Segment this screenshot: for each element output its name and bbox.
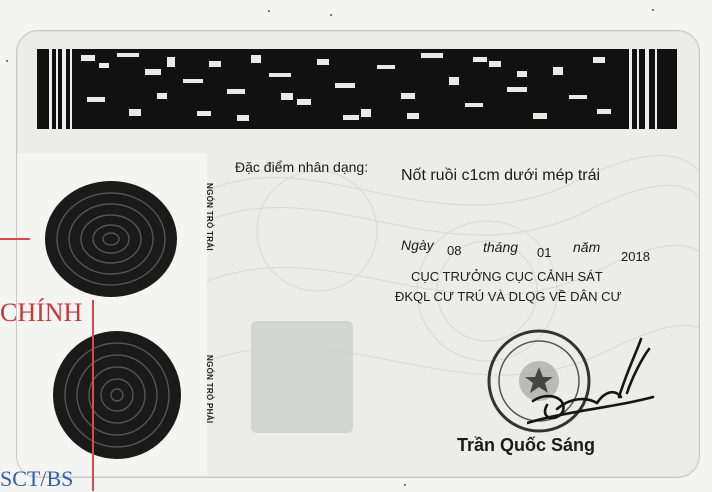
scan-speck [330, 14, 332, 16]
signer-name: Trần Quốc Sáng [457, 435, 596, 455]
blue-stamp-text: SCT/BS [0, 466, 74, 491]
date-year-label: năm [573, 239, 601, 255]
hologram-emblem [251, 321, 353, 433]
scan-speck [652, 9, 654, 11]
date-year: 2018 [621, 249, 650, 264]
identification-value: Nốt ruồi c1cm dưới mép trái [401, 167, 601, 184]
authority-line-1: CỤC TRƯỞNG CỤC CẢNH SÁT [411, 269, 603, 284]
red-stamp-border [92, 300, 94, 491]
date-day-label: Ngày [401, 237, 434, 253]
red-stamp-border [0, 238, 30, 240]
date-month: 01 [537, 245, 552, 260]
left-finger-label: NGÓN TRỎ TRÁI [205, 183, 214, 251]
date-month-label: tháng [483, 239, 519, 255]
identification-label: Đặc điểm nhân dạng: [235, 159, 369, 175]
pdf417-barcode [37, 49, 677, 129]
right-finger-label: NGÓN TRỎ PHẢI [205, 355, 214, 424]
scan-speck [268, 10, 270, 12]
scan-speck [6, 60, 8, 62]
scan-speck [404, 484, 406, 486]
id-card-back [16, 30, 700, 478]
right-index-fingerprint [37, 319, 197, 469]
left-index-fingerprint [31, 167, 191, 307]
handwritten-signature [527, 331, 657, 441]
red-stamp-text: CHÍNH [0, 298, 83, 327]
date-day: 08 [447, 243, 462, 258]
authority-line-2: ĐKQL CƯ TRÚ VÀ DLQG VỀ DÂN CƯ [395, 289, 622, 304]
